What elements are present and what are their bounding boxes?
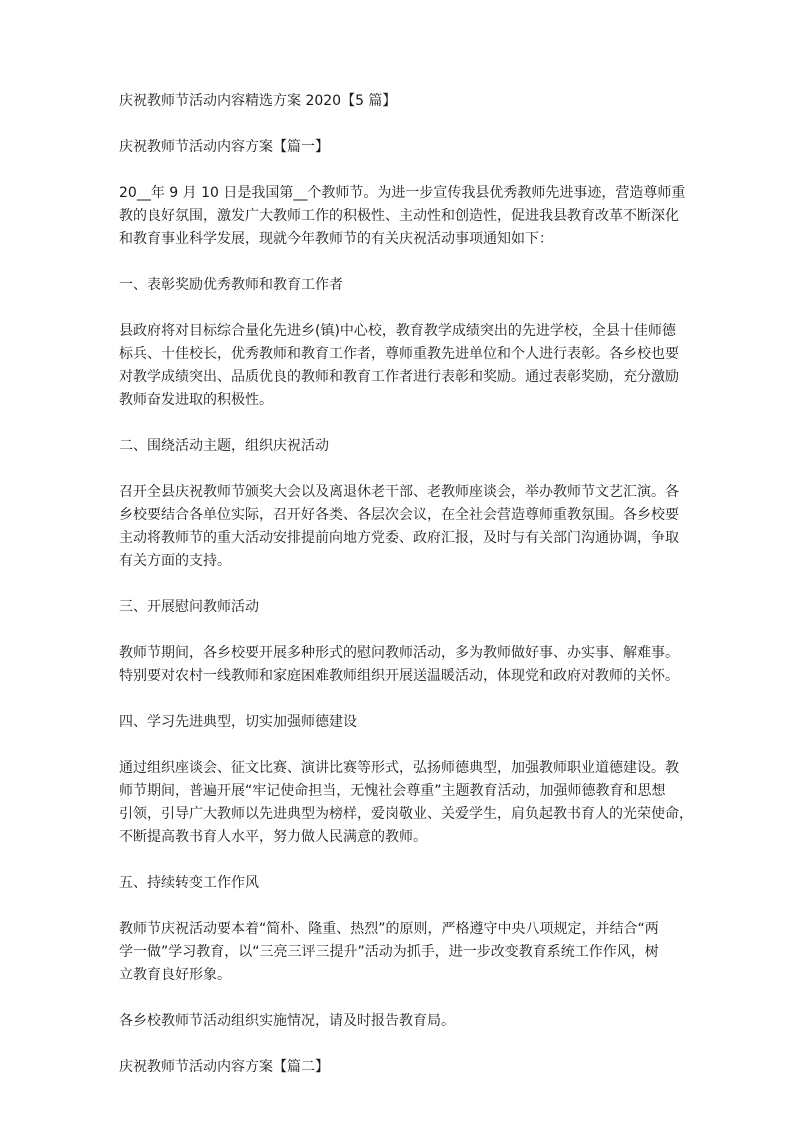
- paragraph-line: 教师节期间，各乡校要开展多种形式的慰问教师活动，多为教师做好事、办实事、解难事。: [119, 645, 679, 661]
- item-paragraph-5: [119, 918, 679, 987]
- document-body: [119, 136, 693, 1079]
- item-paragraph-4: [119, 757, 693, 849]
- paragraph-line: 学一做”学习教育，以“三亮三评三提升”活动为抓手，进一步改变教育系统工作作风，树: [119, 944, 659, 960]
- paragraph-line: 各乡校教师节活动组织实施情况，请及时报告教育局。: [119, 1013, 455, 1029]
- document-title: 庆祝教师节活动内容精选方案 2020【5 篇】: [119, 93, 397, 109]
- item-heading-2: 二、围绕活动主题，组织庆祝活动: [119, 438, 329, 454]
- paragraph-line: 标兵、十佳校长，优秀教师和教育工作者，尊师重教先进单位和个人进行表彰。各乡校也要: [119, 346, 679, 362]
- item-paragraph-1: [119, 320, 679, 412]
- item-heading-4: 四、学习先进典型，切实加强师德建设: [119, 714, 357, 730]
- section-heading-part2: 庆祝教师节活动内容方案【篇二】: [119, 1059, 329, 1075]
- paragraph-line: 召开全县庆祝教师节颁奖大会以及离退休老干部、老教师座谈会，举办教师节文艺汇演。各: [119, 484, 679, 500]
- item-heading-5: 五、持续转变工作作风: [119, 875, 259, 891]
- paragraph-line: 师节期间，普遍开展“牢记使命担当，无愧社会尊重”主题教育活动，加强师德教育和思想: [119, 783, 666, 799]
- paragraph-line: 20__年 9 月 10 日是我国第__个教师节。为进一步宣传我县优秀教师先进事迹，营造尊师重: [119, 185, 686, 201]
- closing-paragraph: [119, 1010, 679, 1033]
- item-paragraph-3: [119, 642, 679, 688]
- paragraph-line: 立教育良好形象。: [119, 967, 231, 983]
- paragraph-line: 特别要对农村一线教师和家庭困难教师组织开展送温暖活动，体现党和政府对教师的关怀。: [119, 668, 679, 684]
- paragraph-line: 有关方面的支持。: [119, 553, 231, 569]
- paragraph-line: 教师节庆祝活动要本着“简朴、隆重、热烈”的原则，严格遵守中央八项规定，并结合“两: [119, 921, 659, 937]
- paragraph-line: 乡校要结合各单位实际，召开好各类、各层次会议，在全社会营造尊师重教氛围。各乡校要: [119, 507, 679, 523]
- paragraph-line: 教的良好氛围，激发广大教师工作的积极性、主动性和创造性，促进我县教育改革不断深化: [119, 208, 679, 224]
- paragraph-line: 和教育事业科学发展，现就今年教师节的有关庆祝活动事项通知如下：: [119, 231, 553, 247]
- paragraph-line: 通过组织座谈会、征文比赛、演讲比赛等形式，弘扬师德典型，加强教师职业道德建设。教: [119, 760, 679, 776]
- intro-paragraph: [119, 182, 686, 251]
- paragraph-line: 对教学成绩突出、品质优良的教师和教育工作者进行表彰和奖励。通过表彰奖励，充分激励: [119, 369, 679, 385]
- item-paragraph-2: [119, 481, 679, 573]
- paragraph-line: 不断提高教书育人水平，努力做人民满意的教师。: [119, 829, 427, 845]
- paragraph-line: 引领，引导广大教师以先进典型为榜样，爱岗敬业、关爱学生，肩负起教书育人的光荣使命，: [119, 806, 693, 822]
- section-heading-part1: 庆祝教师节活动内容方案【篇一】: [119, 139, 329, 155]
- item-heading-3: 三、开展慰问教师活动: [119, 599, 259, 615]
- paragraph-line: 县政府将对目标综合量化先进乡(镇)中心校，教育教学成绩突出的先进学校，全县十佳师德: [119, 323, 676, 339]
- paragraph-line: 主动将教师节的重大活动安排提前向地方党委、政府汇报，及时与有关部门沟通协调，争取: [119, 530, 679, 546]
- paragraph-line: 教师奋发进取的积极性。: [119, 392, 273, 408]
- document-page: [119, 90, 693, 1102]
- item-heading-1: 一、表彰奖励优秀教师和教育工作者: [119, 277, 343, 293]
